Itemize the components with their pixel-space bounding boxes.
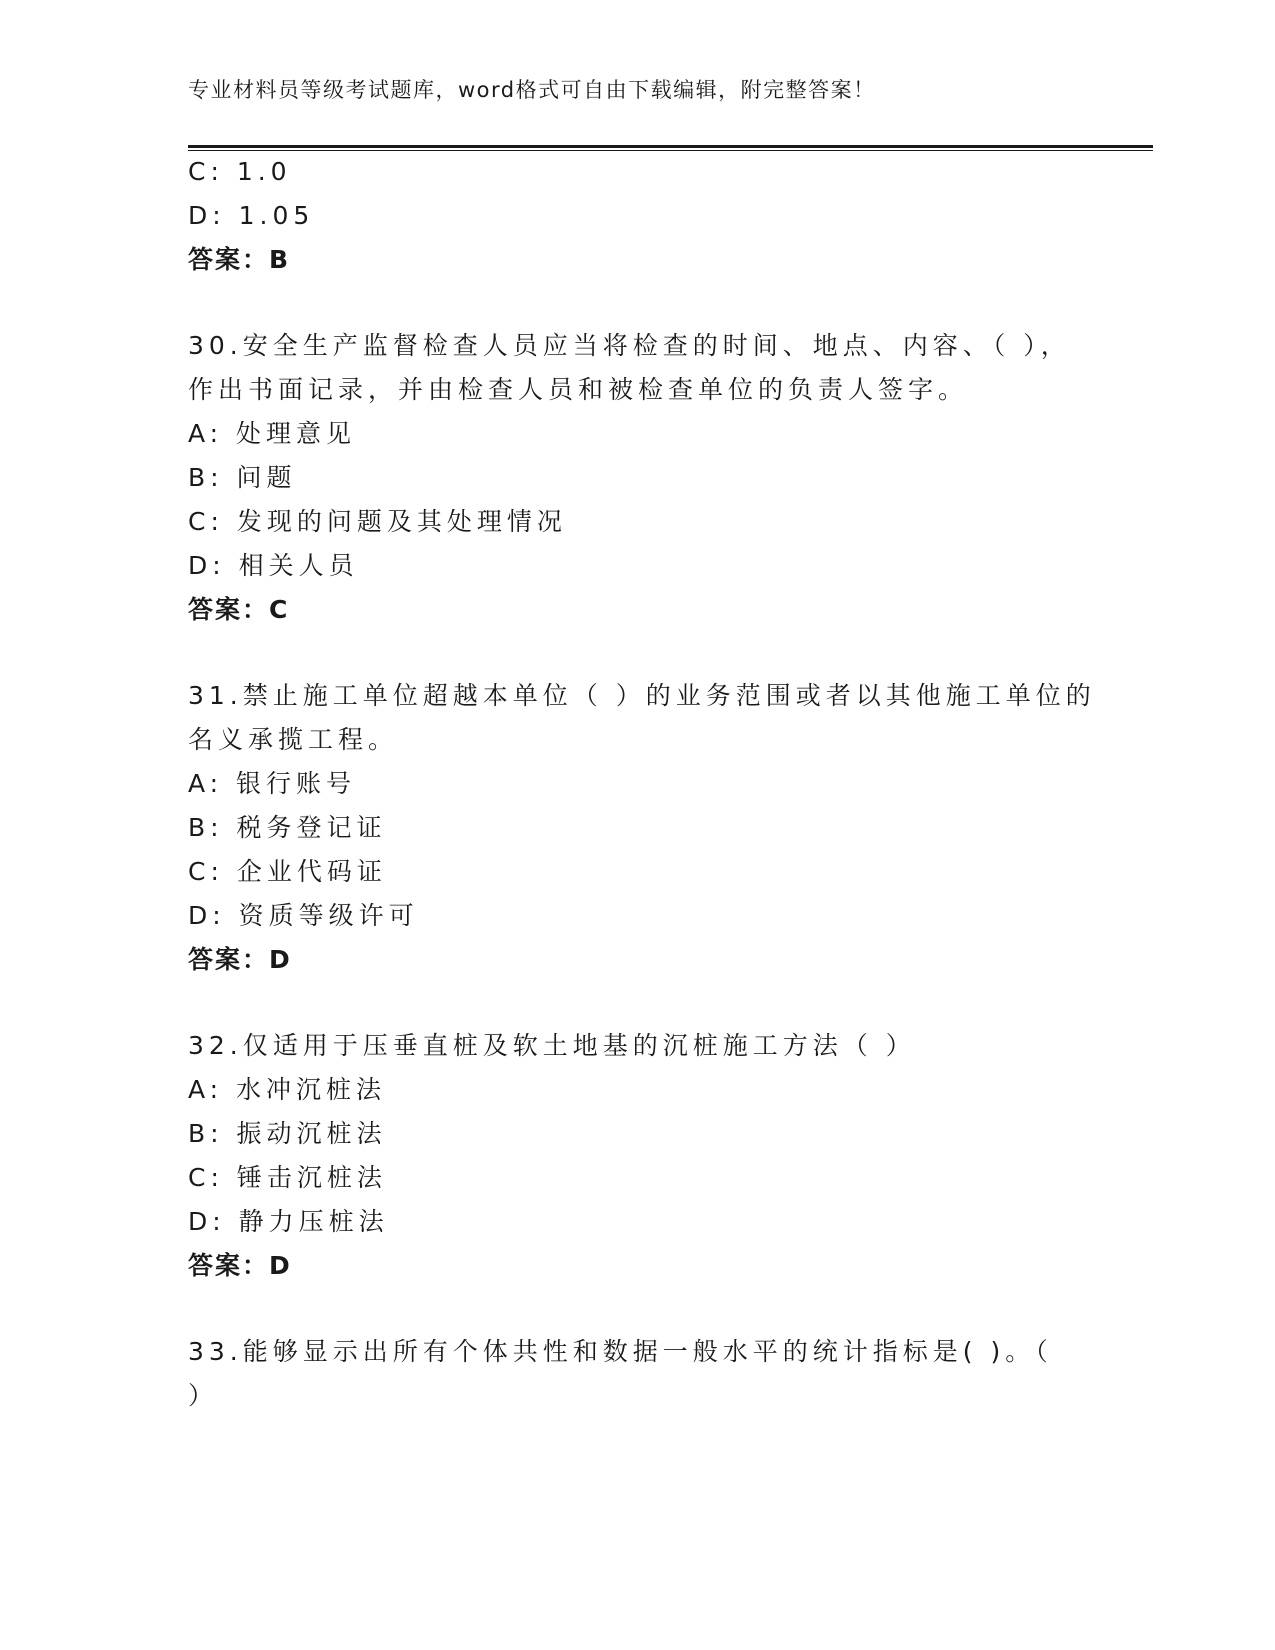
question-31-option-a: A: 银行账号 xyxy=(188,769,357,798)
question-32-option-d: D: 静力压桩法 xyxy=(188,1207,389,1236)
question-32-option-b: B: 振动沉桩法 xyxy=(188,1119,387,1148)
question-33-line-1: 33.能够显示出所有个体共性和数据一般水平的统计指标是( )。（ xyxy=(188,1337,1053,1366)
question-31-option-d: D: 资质等级许可 xyxy=(188,901,419,930)
question-32-answer: 答案：D xyxy=(188,1251,292,1280)
question-31-answer: 答案：D xyxy=(188,945,292,974)
question-31-line-1: 31.禁止施工单位超越本单位（ ）的业务范围或者以其他施工单位的 xyxy=(188,681,1096,710)
question-30-answer: 答案：C xyxy=(188,595,290,624)
question-31-line-2: 名义承揽工程。 xyxy=(188,725,399,754)
option-c: C: 1.0 xyxy=(188,157,292,186)
question-30-line-1: 30.安全生产监督检查人员应当将检查的时间、地点、内容、（ ）， xyxy=(188,331,1071,360)
question-33-line-2: ） xyxy=(188,1381,219,1410)
option-d: D: 1.05 xyxy=(188,201,315,230)
question-32-option-c: C: 锤击沉桩法 xyxy=(188,1163,387,1192)
question-30-option-a: A: 处理意见 xyxy=(188,419,357,448)
header-divider-thin xyxy=(188,150,1153,151)
question-32-line-1: 32.仅适用于压垂直桩及软土地基的沉桩施工方法（ ） xyxy=(188,1031,916,1060)
question-30-option-c: C: 发现的问题及其处理情况 xyxy=(188,507,567,536)
question-30-option-b: B: 问题 xyxy=(188,463,297,492)
question-30-line-2: 作出书面记录，并由检查人员和被检查单位的负责人签字。 xyxy=(188,375,969,404)
question-31-option-b: B: 税务登记证 xyxy=(188,813,387,842)
question-30-option-d: D: 相关人员 xyxy=(188,551,359,580)
question-32-option-a: A: 水冲沉桩法 xyxy=(188,1075,387,1104)
page-header: 专业材料员等级考试题库，word格式可自由下载编辑，附完整答案！ xyxy=(188,78,876,102)
header-divider-thick xyxy=(188,145,1153,148)
question-31-option-c: C: 企业代码证 xyxy=(188,857,387,886)
answer-text: 答案：B xyxy=(188,245,291,274)
